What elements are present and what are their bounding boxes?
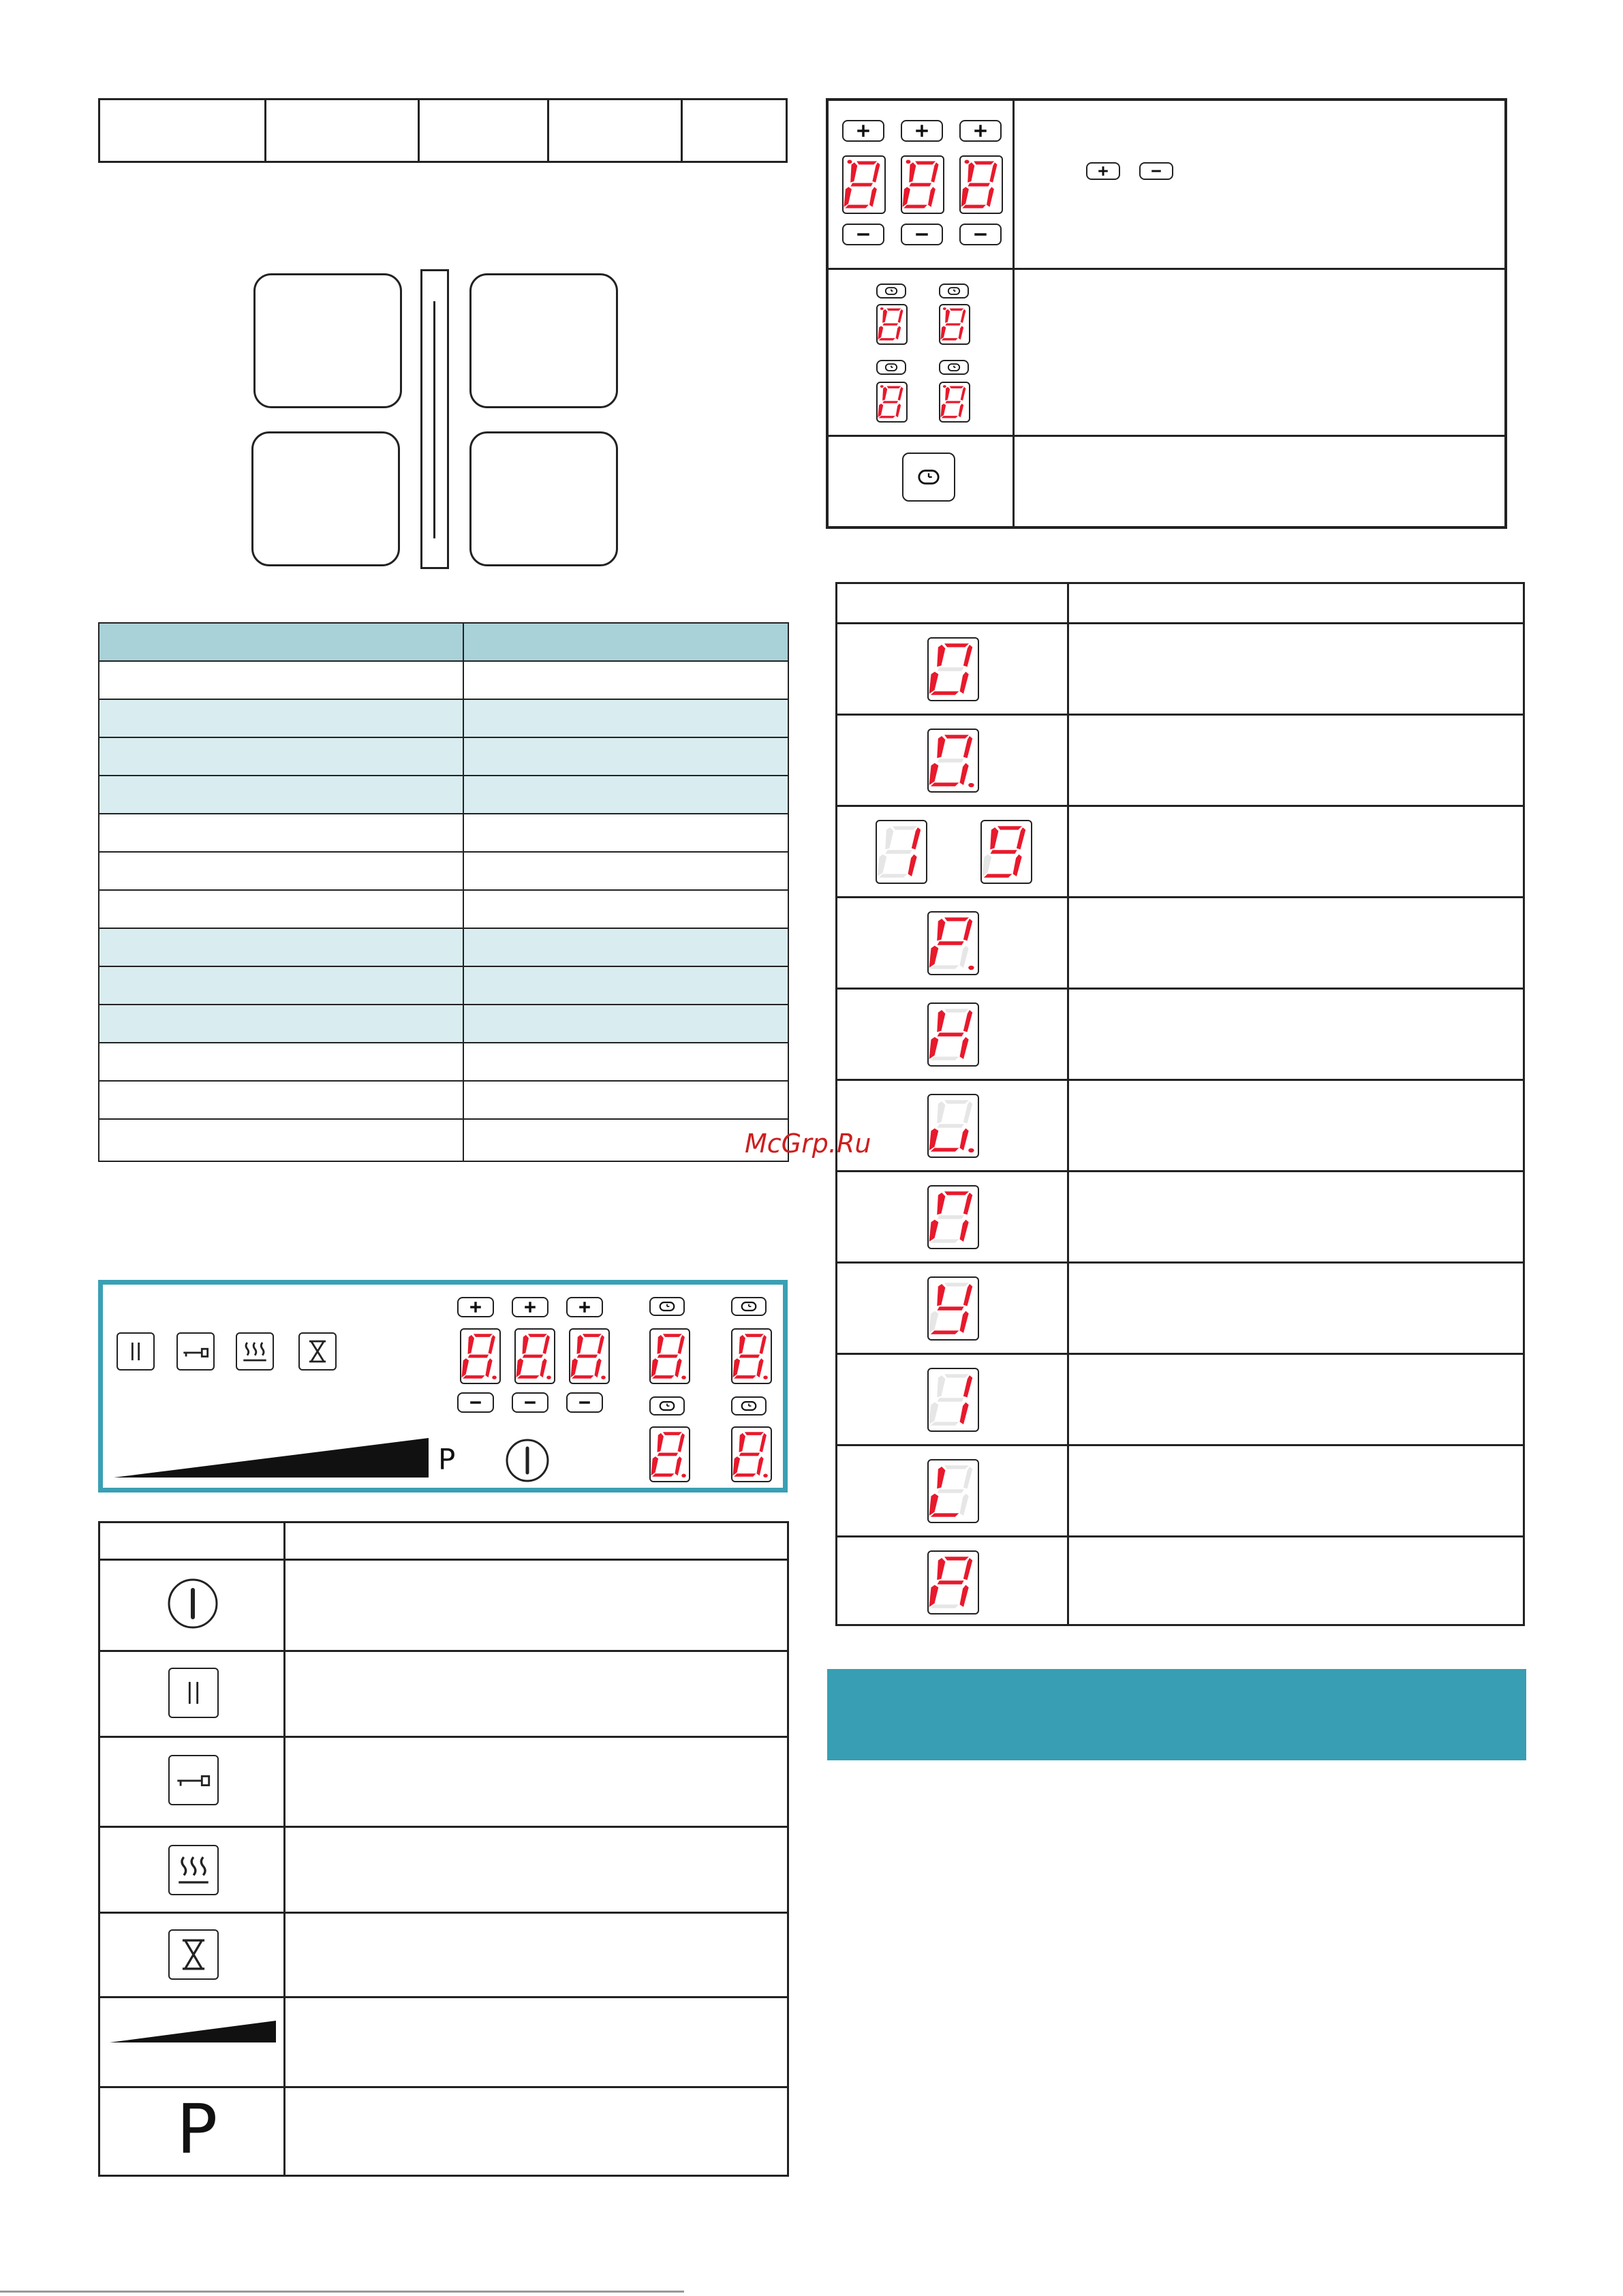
control-panel xyxy=(98,1280,788,1493)
segment-b xyxy=(759,1433,767,1452)
segment-e xyxy=(929,672,939,694)
segment-d xyxy=(931,1330,959,1334)
segment-f xyxy=(576,1335,584,1354)
control-strip xyxy=(420,269,449,569)
zone1-plus-button[interactable] xyxy=(457,1297,494,1317)
footer-rule xyxy=(0,2291,684,2293)
segment-d xyxy=(942,338,958,340)
segment-b xyxy=(1017,827,1026,849)
segment-b xyxy=(963,1375,973,1397)
top-table-divider xyxy=(681,100,683,161)
segment-g xyxy=(739,1355,760,1358)
display-0-dot xyxy=(927,729,979,793)
segment-d xyxy=(984,874,1013,877)
zone2-display xyxy=(901,155,944,214)
segment-e xyxy=(878,326,884,339)
pause-icon xyxy=(168,1668,219,1718)
indicator-dot xyxy=(943,385,946,388)
timer4-display xyxy=(939,382,970,423)
segment-f xyxy=(656,1335,664,1354)
segment-g xyxy=(938,667,964,671)
segment-e xyxy=(732,1358,741,1377)
segment-b xyxy=(759,1335,767,1354)
segment-f xyxy=(521,1335,529,1354)
segment-b xyxy=(872,162,880,183)
segment-b xyxy=(898,309,903,323)
segment-c xyxy=(756,1456,764,1475)
segment-d xyxy=(572,1375,593,1379)
segment-c xyxy=(869,187,878,207)
spec-row-header xyxy=(99,624,788,661)
display-9 xyxy=(980,820,1032,884)
segment-f xyxy=(944,387,950,401)
segment-c xyxy=(895,403,901,417)
segment-a xyxy=(886,386,901,388)
zone3-display xyxy=(569,1328,610,1384)
segment-e xyxy=(982,855,992,876)
power-boost-label: P xyxy=(176,2090,218,2169)
segment-c xyxy=(959,763,969,785)
indicator-dot xyxy=(880,385,884,388)
zone3-plus-button[interactable] xyxy=(959,120,1002,142)
pause-icon[interactable] xyxy=(117,1332,155,1371)
segment-a xyxy=(915,162,936,165)
segment-c xyxy=(959,946,969,968)
display-1 xyxy=(876,820,927,884)
segment-a xyxy=(473,1334,493,1337)
decimal-point xyxy=(601,1375,606,1379)
segment-g xyxy=(938,941,964,945)
timer3-button[interactable] xyxy=(649,1396,685,1415)
segment-e xyxy=(961,187,969,207)
segment-a xyxy=(944,643,969,647)
spec-row xyxy=(99,929,788,1043)
segment-c xyxy=(987,187,995,207)
cooking-zone-front-right xyxy=(469,431,618,566)
segment-c xyxy=(1013,855,1022,876)
segment-g xyxy=(938,1124,964,1127)
decimal-point xyxy=(546,1375,551,1379)
segment-d xyxy=(931,1056,959,1060)
segment-a xyxy=(582,1334,602,1337)
timer-button[interactable] xyxy=(902,453,955,502)
segment-a xyxy=(662,1432,682,1435)
segment-a xyxy=(744,1334,764,1337)
segment-d xyxy=(931,782,959,786)
indicator-dot xyxy=(906,160,911,164)
top-table xyxy=(98,98,788,163)
segment-d xyxy=(962,205,986,209)
segment-b xyxy=(677,1335,685,1354)
watermark: McGrp.Ru xyxy=(745,1129,871,1159)
zone2-plus-button[interactable] xyxy=(512,1297,548,1317)
segment-b xyxy=(963,1101,973,1123)
indicator-dot xyxy=(965,160,970,164)
timer3-display xyxy=(876,382,908,423)
top-table-divider xyxy=(547,100,549,161)
segment-a xyxy=(856,162,878,165)
segment-a xyxy=(944,1283,969,1286)
segment-c xyxy=(959,1037,969,1059)
segment-d xyxy=(463,1375,484,1379)
decimal-point xyxy=(763,1473,768,1477)
segment-g xyxy=(886,850,912,853)
segment-a xyxy=(997,826,1022,829)
display-table xyxy=(835,582,1525,1626)
cooking-zone-rear-left xyxy=(253,273,402,408)
segment-a xyxy=(892,826,917,829)
segment-f xyxy=(882,309,888,323)
timer1-button[interactable] xyxy=(876,284,906,299)
segment-f xyxy=(966,162,975,183)
segment-f xyxy=(849,162,858,183)
segment-f xyxy=(936,1467,946,1488)
segment-e xyxy=(570,1358,578,1377)
segment-d xyxy=(931,691,959,694)
decimal-point xyxy=(968,966,974,970)
segment-f xyxy=(656,1433,664,1452)
hob-layout-diagram xyxy=(249,269,620,569)
display-u-dot xyxy=(927,1094,979,1158)
timer-hourglass-icon xyxy=(168,1929,219,1980)
segment-a xyxy=(949,308,963,310)
segment-g xyxy=(882,401,898,403)
segment-f xyxy=(936,1193,946,1214)
segment-d xyxy=(942,416,958,418)
segment-b xyxy=(677,1433,685,1452)
zone3-minus-button[interactable] xyxy=(959,224,1002,245)
segment-b xyxy=(597,1335,604,1354)
segment-b xyxy=(989,162,998,183)
segment-g xyxy=(938,1489,964,1493)
segment-b xyxy=(963,645,973,667)
zone3-minus-button[interactable] xyxy=(566,1392,603,1413)
segment-g xyxy=(938,1215,964,1219)
segment-e xyxy=(940,403,946,417)
cooking-zone-rear-right xyxy=(469,273,618,408)
power-on-icon xyxy=(167,1578,219,1629)
segment-e xyxy=(732,1456,741,1475)
segment-e xyxy=(929,1585,939,1607)
power-slider-icon[interactable] xyxy=(114,1438,429,1480)
segment-e xyxy=(929,1403,939,1424)
segment-a xyxy=(944,1557,969,1560)
symbol-table xyxy=(98,1521,789,2177)
segment-c xyxy=(959,1220,969,1242)
segment-b xyxy=(488,1335,495,1354)
segment-d xyxy=(734,1473,756,1477)
zone2-plus-button[interactable] xyxy=(901,120,943,142)
segment-e xyxy=(929,763,939,785)
segment-g xyxy=(991,850,1017,853)
keep-warm-icon xyxy=(168,1845,219,1895)
segment-b xyxy=(961,309,966,323)
segment-e xyxy=(929,1037,939,1059)
segment-e xyxy=(877,855,887,876)
zone2-display xyxy=(514,1328,555,1384)
segment-c xyxy=(594,1358,602,1377)
inline-plus-key xyxy=(1086,162,1120,180)
zone3-display xyxy=(959,155,1003,214)
decimal-point xyxy=(968,1148,974,1152)
segment-e xyxy=(929,1494,939,1516)
segment-f xyxy=(738,1433,746,1452)
segment-g xyxy=(945,401,961,403)
zone1-minus-button[interactable] xyxy=(457,1392,494,1413)
timer2-button[interactable] xyxy=(731,1297,767,1316)
key-lock-icon[interactable] xyxy=(176,1332,215,1371)
spec-table xyxy=(98,622,789,1162)
segment-e xyxy=(929,1311,939,1333)
segment-e xyxy=(844,187,852,207)
segment-a xyxy=(944,917,969,921)
segment-a xyxy=(944,1465,969,1469)
segment-g xyxy=(739,1453,760,1456)
timer2-display xyxy=(731,1328,772,1384)
segment-g xyxy=(938,1580,964,1584)
segment-e xyxy=(940,326,946,339)
timer-hourglass-icon[interactable] xyxy=(298,1332,337,1371)
segment-b xyxy=(963,1558,973,1580)
timer4-button[interactable] xyxy=(731,1396,767,1415)
keep-warm-icon[interactable] xyxy=(236,1332,274,1371)
display-n xyxy=(927,1185,979,1249)
segment-c xyxy=(958,403,963,417)
segment-c xyxy=(959,1129,969,1150)
top-table-divider xyxy=(418,100,420,161)
segment-b xyxy=(963,1010,973,1032)
spec-row xyxy=(99,700,788,814)
segment-b xyxy=(963,1193,973,1214)
zone1-plus-button[interactable] xyxy=(842,120,884,142)
timer1-display xyxy=(649,1328,690,1384)
display-11 xyxy=(927,1368,979,1432)
timer4-button[interactable] xyxy=(939,360,969,375)
segment-b xyxy=(963,736,973,758)
segment-f xyxy=(936,1375,946,1397)
segment-c xyxy=(959,1585,969,1607)
top-table-divider xyxy=(264,100,266,161)
zone2-minus-button[interactable] xyxy=(512,1392,548,1413)
segment-g xyxy=(968,183,990,187)
segment-a xyxy=(944,1374,969,1377)
segment-f xyxy=(738,1335,746,1354)
display-A xyxy=(927,1550,979,1614)
indicator-dot xyxy=(943,307,946,310)
segment-e xyxy=(902,187,910,207)
display-y xyxy=(927,1276,979,1341)
zone1-display xyxy=(842,155,886,214)
segment-a xyxy=(944,1100,969,1103)
segment-g xyxy=(945,323,961,325)
segment-b xyxy=(898,387,903,401)
display-P-dot xyxy=(927,911,979,975)
segment-b xyxy=(912,827,921,849)
segment-f xyxy=(467,1335,475,1354)
power-on-icon[interactable] xyxy=(505,1438,550,1483)
segment-g xyxy=(658,1355,678,1358)
segment-a xyxy=(974,162,995,165)
segment-f xyxy=(936,919,946,940)
segment-g xyxy=(938,759,964,762)
segment-a xyxy=(527,1334,547,1337)
segment-f xyxy=(936,1284,946,1306)
timer4-display xyxy=(731,1426,772,1482)
inline-minus-key xyxy=(1139,162,1173,180)
segment-d xyxy=(734,1375,756,1379)
segment-d xyxy=(879,874,908,877)
segment-a xyxy=(949,386,963,388)
zone3-plus-button[interactable] xyxy=(566,1297,603,1317)
segment-g xyxy=(882,323,898,325)
segment-e xyxy=(929,1220,939,1242)
segment-b xyxy=(961,387,966,401)
segment-g xyxy=(577,1355,598,1358)
display-L xyxy=(927,1459,979,1523)
segment-g xyxy=(938,1306,964,1310)
segment-g xyxy=(850,183,873,187)
segment-g xyxy=(938,1032,964,1036)
decimal-point xyxy=(763,1375,768,1379)
segment-c xyxy=(959,672,969,694)
segment-d xyxy=(931,1422,959,1425)
timer2-button[interactable] xyxy=(939,284,969,299)
segment-c xyxy=(895,326,901,339)
segment-c xyxy=(675,1456,682,1475)
segment-b xyxy=(963,1467,973,1488)
segment-f xyxy=(944,309,950,323)
segment-c xyxy=(959,1403,969,1424)
segment-d xyxy=(931,1148,959,1151)
segment-e xyxy=(461,1358,469,1377)
segment-e xyxy=(651,1358,659,1377)
segment-d xyxy=(879,338,895,340)
decimal-point xyxy=(681,1375,686,1379)
cooking-zone-front-left xyxy=(251,431,400,566)
timer2-display xyxy=(939,304,970,345)
segment-b xyxy=(542,1335,550,1354)
segment-f xyxy=(882,387,888,401)
power-slider-icon xyxy=(110,2019,276,2044)
indicator-dot xyxy=(880,307,884,310)
segment-b xyxy=(931,162,939,183)
segment-a xyxy=(662,1334,682,1337)
segment-a xyxy=(886,308,901,310)
segment-d xyxy=(931,965,959,968)
section-band-title xyxy=(827,1669,1526,1724)
segment-f xyxy=(936,1558,946,1580)
decimal-point xyxy=(681,1473,686,1477)
segment-c xyxy=(540,1358,547,1377)
decimal-point xyxy=(492,1375,497,1379)
key-lock-icon xyxy=(168,1755,219,1805)
segment-d xyxy=(903,205,927,209)
segment-c xyxy=(756,1358,764,1377)
segment-a xyxy=(744,1432,764,1435)
zone1-minus-button[interactable] xyxy=(842,224,884,245)
segment-d xyxy=(652,1473,674,1477)
segment-a xyxy=(944,735,969,738)
timer3-button[interactable] xyxy=(876,360,906,375)
segment-c xyxy=(959,1494,969,1516)
indicator-dot xyxy=(848,160,852,164)
key-table xyxy=(826,98,1507,529)
segment-b xyxy=(963,1284,973,1306)
segment-c xyxy=(675,1358,682,1377)
segment-f xyxy=(936,645,946,667)
segment-f xyxy=(908,162,916,183)
timer1-button[interactable] xyxy=(649,1297,685,1316)
segment-g xyxy=(523,1355,543,1358)
segment-f xyxy=(884,827,894,849)
segment-c xyxy=(485,1358,493,1377)
segment-c xyxy=(959,1311,969,1333)
segment-d xyxy=(931,1513,959,1516)
timer3-display xyxy=(649,1426,690,1482)
segment-c xyxy=(928,187,936,207)
display-H xyxy=(927,1002,979,1067)
segment-e xyxy=(929,1129,939,1150)
segment-f xyxy=(989,827,999,849)
segment-c xyxy=(958,326,963,339)
segment-f xyxy=(936,1010,946,1032)
segment-g xyxy=(658,1453,678,1456)
segment-g xyxy=(938,1398,964,1401)
timer1-display xyxy=(876,304,908,345)
zone2-minus-button[interactable] xyxy=(901,224,943,245)
segment-c xyxy=(908,855,917,876)
segment-d xyxy=(931,1604,959,1608)
segment-e xyxy=(516,1358,524,1377)
segment-g xyxy=(468,1355,489,1358)
section-band xyxy=(827,1669,1526,1760)
display-0 xyxy=(927,637,979,701)
segment-f xyxy=(936,1101,946,1123)
segment-d xyxy=(517,1375,539,1379)
segment-d xyxy=(879,416,895,418)
segment-e xyxy=(651,1456,659,1475)
segment-f xyxy=(936,736,946,758)
segment-e xyxy=(929,946,939,968)
segment-g xyxy=(909,183,931,187)
segment-e xyxy=(878,403,884,417)
decimal-point xyxy=(968,783,974,787)
segment-a xyxy=(944,1191,969,1195)
power-boost-label: P xyxy=(438,1443,456,1476)
segment-a xyxy=(944,1009,969,1012)
segment-d xyxy=(931,1239,959,1242)
segment-d xyxy=(845,205,869,209)
segment-d xyxy=(652,1375,674,1379)
zone1-display xyxy=(460,1328,501,1384)
segment-b xyxy=(963,919,973,940)
